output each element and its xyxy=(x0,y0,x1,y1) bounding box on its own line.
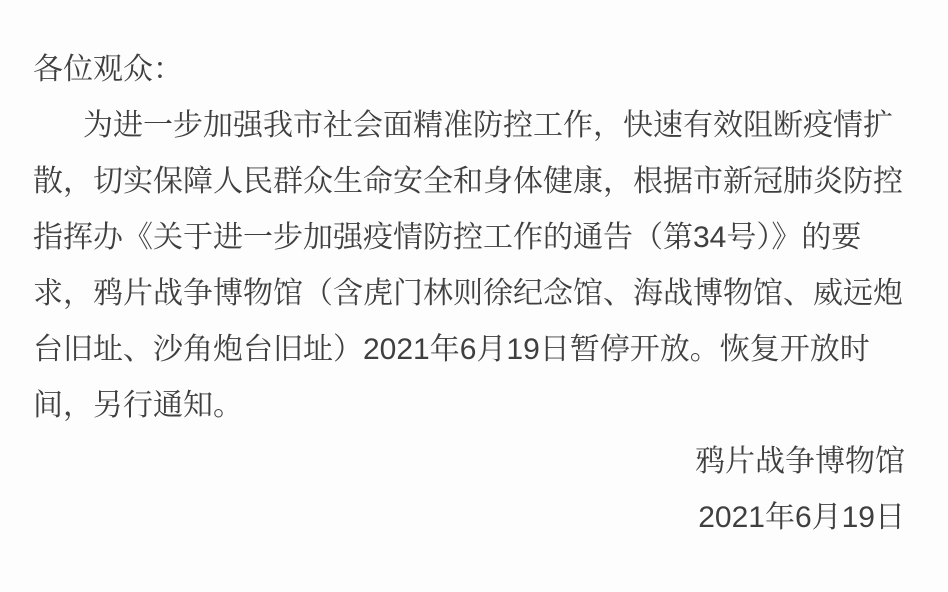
signature-line: 鸦片战争博物馆 xyxy=(695,445,905,478)
date-line: 2021年6月19日 xyxy=(698,501,905,534)
body-line-2: 散，切实保障人民群众生命安全和身体健康，根据市新冠肺炎防控 xyxy=(33,165,903,198)
body-line-3: 指挥办《关于进一步加强疫情防控工作的通告（第34号）》的要 xyxy=(33,221,862,254)
body-line-6: 间，另行通知。 xyxy=(33,389,243,422)
body-line-1: 为进一步加强我市社会面精准防控工作，快速有效阻断疫情扩 xyxy=(83,109,893,142)
greeting-line: 各位观众： xyxy=(33,53,183,86)
body-line-5: 台旧址、沙角炮台旧址）2021年6月19日暂停开放。恢复开放时 xyxy=(33,333,870,366)
body-line-4: 求，鸦片战争博物馆（含虎门林则徐纪念馆、海战博物馆、威远炮 xyxy=(33,277,903,310)
